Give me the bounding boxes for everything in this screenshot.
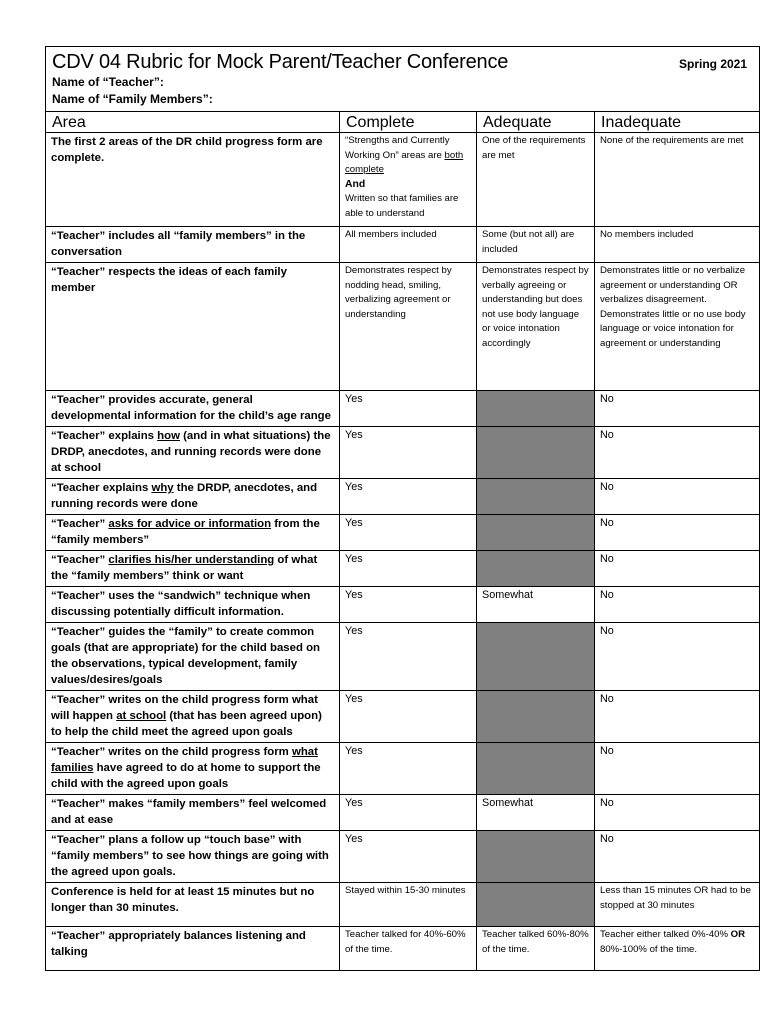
area-text: “Teacher explains	[51, 482, 152, 494]
complete-cell: Yes	[340, 831, 477, 883]
complete-cell: Yes	[340, 551, 477, 587]
inadequate-cell: Demonstrates little or no verbalize agreement or understanding OR verbalizes disagreement. Demonstrates little or no use body language or voice intonation for agreement or understanding	[595, 263, 760, 391]
area-text: “Teacher” writes on the child progress form what will happen	[51, 694, 318, 722]
inadequate-cell: No	[595, 623, 760, 691]
area-cell: “Teacher” respects the ideas of each family member	[46, 263, 340, 391]
header-row	[46, 47, 760, 112]
inadequate-cell	[595, 927, 760, 971]
column-header-row	[46, 112, 760, 133]
adequate-shaded-cell	[477, 743, 595, 795]
complete-cell	[340, 133, 477, 227]
inadequate-text: Teacher either talked 0%-40%	[600, 929, 731, 940]
area-cell: “Teacher” appropriately balances listening and talking	[46, 927, 340, 971]
adequate-shaded-cell	[477, 515, 595, 551]
area-cell	[46, 551, 340, 587]
inadequate-cell: No	[595, 743, 760, 795]
adequate-cell: Demonstrates respect by verbally agreeing or understanding but does not use body language or voice intonation accordingly	[477, 263, 595, 391]
inadequate-cell: No	[595, 587, 760, 623]
adequate-shaded-cell	[477, 391, 595, 427]
table-row	[46, 479, 760, 515]
adequate-shaded-cell	[477, 551, 595, 587]
area-cell	[46, 691, 340, 743]
inadequate-cell: None of the requirements are met	[595, 133, 760, 227]
area-underline: what families	[51, 746, 318, 774]
table-row	[46, 831, 760, 883]
area-underline: asks for advice or information	[108, 518, 272, 530]
complete-cell: Yes	[340, 623, 477, 691]
area-cell: Conference is held for at least 15 minutes but no longer than 30 minutes.	[46, 883, 340, 927]
table-row	[46, 691, 760, 743]
area-text: from the “family members”	[51, 518, 320, 546]
complete-text-2: Written so that families are able to understand	[345, 193, 459, 219]
table-row	[46, 515, 760, 551]
table-row	[46, 587, 760, 623]
table-row	[46, 743, 760, 795]
complete-cell: Yes	[340, 691, 477, 743]
header-cell	[46, 47, 760, 112]
inadequate-cell: No	[595, 551, 760, 587]
col-header-inadequate: Inadequate	[595, 112, 760, 133]
inadequate-bold-or: OR	[730, 929, 746, 940]
table-row	[46, 263, 760, 391]
teacher-name-label: Name of “Teacher”:	[52, 75, 164, 89]
term-label: Spring 2021	[678, 57, 748, 71]
adequate-cell: One of the requirements are met	[477, 133, 595, 227]
col-header-complete: Complete	[340, 112, 477, 133]
inadequate-cell: No	[595, 691, 760, 743]
adequate-shaded-cell	[477, 623, 595, 691]
col-header-area: Area	[46, 112, 340, 133]
area-text: have agreed to do at home to support the child with the agreed upon goals	[51, 762, 321, 790]
adequate-shaded-cell	[477, 831, 595, 883]
area-text: (and in what situations) the DRDP, anecdotes, and running records were done at school	[51, 430, 331, 474]
area-cell	[46, 479, 340, 515]
table-row	[46, 391, 760, 427]
complete-cell: Yes	[340, 587, 477, 623]
adequate-cell: Somewhat	[477, 795, 595, 831]
complete-cell: Yes	[340, 427, 477, 479]
complete-cell: Yes	[340, 795, 477, 831]
area-cell	[46, 743, 340, 795]
complete-cell: Demonstrates respect by nodding head, smiling, verbalizing agreement or understanding	[340, 263, 477, 391]
area-cell: “Teacher” provides accurate, general developmental information for the child’s age range	[46, 391, 340, 427]
table-row	[46, 227, 760, 263]
table-row	[46, 427, 760, 479]
area-cell: “Teacher” includes all “family members” in the conversation	[46, 227, 340, 263]
adequate-shaded-cell	[477, 479, 595, 515]
area-text: of what the “family members” think or want	[51, 554, 318, 582]
adequate-cell: Somewhat	[477, 587, 595, 623]
table-row	[46, 551, 760, 587]
adequate-shaded-cell	[477, 883, 595, 927]
complete-cell: Stayed within 15-30 minutes	[340, 883, 477, 927]
table-row	[46, 927, 760, 971]
table-row	[46, 623, 760, 691]
table-row	[46, 795, 760, 831]
rubric-table	[45, 46, 760, 971]
complete-underline-complete: complete	[345, 164, 384, 175]
complete-cell: Yes	[340, 743, 477, 795]
complete-cell: All members included	[340, 227, 477, 263]
adequate-shaded-cell	[477, 427, 595, 479]
area-underline: clarifies his/her understanding	[108, 554, 275, 566]
inadequate-cell: No members included	[595, 227, 760, 263]
complete-cell: Yes	[340, 515, 477, 551]
area-text: the DRDP, anecdotes, and running records were done	[51, 482, 318, 510]
area-cell: The first 2 areas of the DR child progress form are complete.	[46, 133, 340, 227]
area-underline: why	[151, 482, 174, 494]
area-text: “Teacher” explains	[51, 430, 158, 442]
adequate-cell: Teacher talked 60%-80% of the time.	[477, 927, 595, 971]
area-cell: “Teacher” makes “family members” feel welcomed and at ease	[46, 795, 340, 831]
family-name-label: Name of “Family Members”:	[52, 92, 213, 106]
adequate-shaded-cell	[477, 691, 595, 743]
inadequate-cell: No	[595, 391, 760, 427]
table-row	[46, 133, 760, 227]
area-underline: how	[157, 430, 180, 442]
area-cell	[46, 427, 340, 479]
complete-cell: Yes	[340, 391, 477, 427]
area-text: “Teacher”	[51, 554, 109, 566]
inadequate-cell: No	[595, 479, 760, 515]
area-cell	[46, 515, 340, 551]
inadequate-text: 80%-100% of the time.	[600, 943, 698, 955]
inadequate-cell: No	[595, 831, 760, 883]
area-text: “Teacher”	[51, 518, 109, 530]
rubric-document	[45, 46, 759, 971]
adequate-cell: Some (but not all) are included	[477, 227, 595, 263]
col-header-adequate: Adequate	[477, 112, 595, 133]
complete-and: And	[345, 178, 366, 190]
complete-underline-both: both	[444, 149, 464, 161]
inadequate-cell: Less than 15 minutes OR had to be stopped at 30 minutes	[595, 883, 760, 927]
complete-cell: Yes	[340, 479, 477, 515]
page-title: CDV 04 Rubric for Mock Parent/Teacher Conference	[52, 51, 509, 73]
area-cell: “Teacher” uses the “sandwich” technique when discussing potentially difficult information.	[46, 587, 340, 623]
table-row	[46, 883, 760, 927]
area-cell: “Teacher” guides the “family” to create common goals (that are appropriate) for the child based on the observations, typical development, family values/desires/goals	[46, 623, 340, 691]
area-cell: “Teacher” plans a follow up “touch base” with “family members” to see how things are going with the agreed upon goals.	[46, 831, 340, 883]
complete-text: “Strengths and Currently Working On” areas are	[345, 135, 450, 161]
inadequate-cell: No	[595, 427, 760, 479]
area-text: “Teacher” writes on the child progress form	[51, 746, 292, 758]
area-underline: at school	[116, 710, 167, 722]
area-text: (that has been agreed upon) to help the child meet the agreed upon goals	[51, 710, 322, 738]
inadequate-cell: No	[595, 795, 760, 831]
complete-cell: Teacher talked for 40%-60% of the time.	[340, 927, 477, 971]
inadequate-cell: No	[595, 515, 760, 551]
